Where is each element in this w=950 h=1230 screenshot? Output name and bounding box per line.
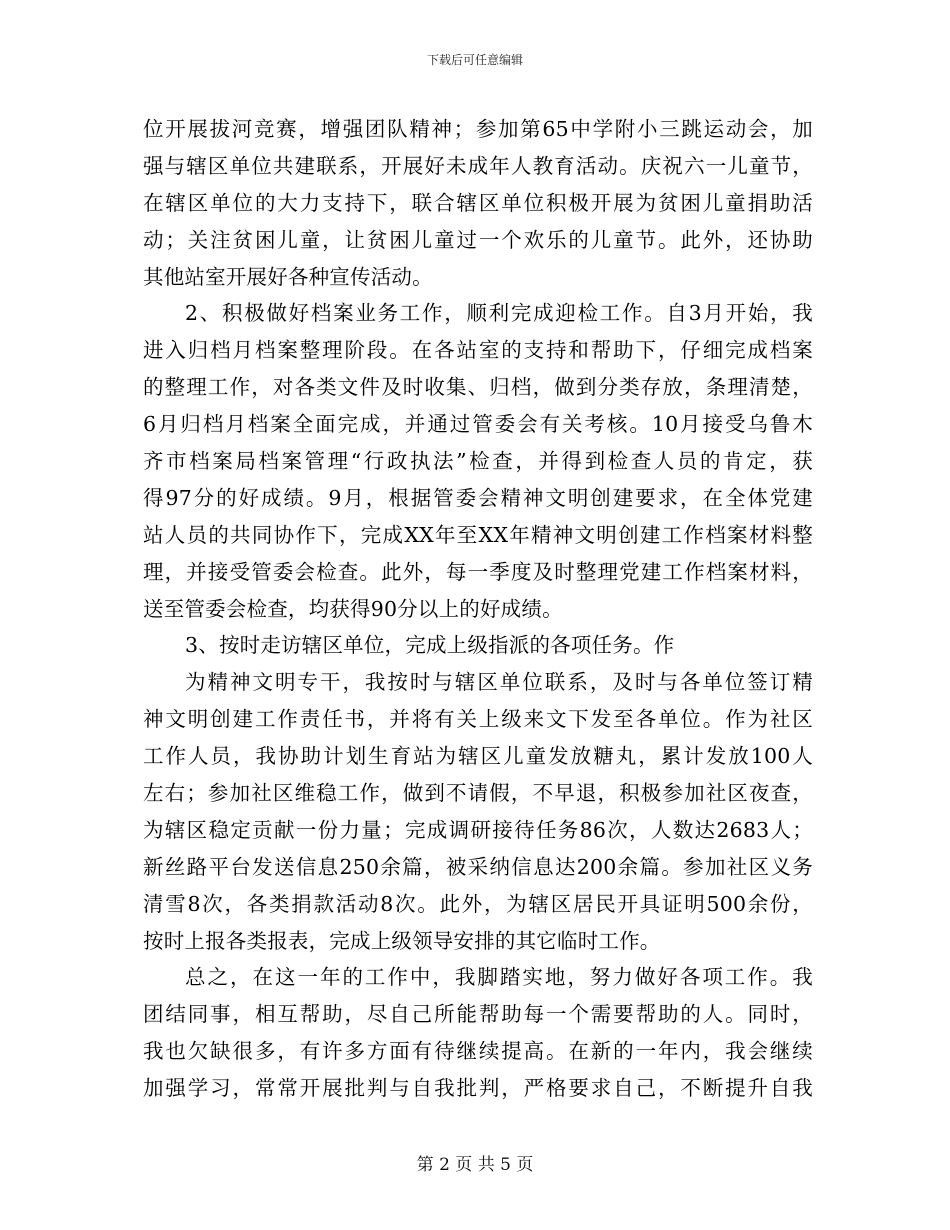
body-line: 为精神文明专干，我按时与辖区单位联系，及时与各单位签订精 [185, 670, 813, 695]
body-line: 按时上报各类报表，完成上级领导安排的其它临时工作。 [143, 928, 661, 953]
body-line: 齐市档案局档案管理“行政执法”检查，并得到检查人员的肯定，获 [143, 449, 813, 474]
body-line: 站人员的共同协作下，完成XX年至XX年精神文明创建工作档案材料整 [143, 522, 813, 547]
body-line: 其他站室开展好各种宣传活动。 [143, 264, 433, 289]
body-line: 3、按时走访辖区单位，完成上级指派的各项任务。作 [185, 633, 675, 658]
body-line: 工作人员，我协助计划生育站为辖区儿童发放糖丸，累计发放100人 [143, 744, 813, 769]
body-line: 6月归档月档案全面完成，并通过管委会有关考核。10月接受乌鲁木 [143, 412, 813, 437]
body-line: 在辖区单位的大力支持下，联合辖区单位积极开展为贫困儿童捐助活 [143, 190, 813, 215]
body-line: 位开展拔河竞赛，增强团队精神；参加第65中学附小三跳运动会，加 [143, 117, 813, 141]
body-line: 的整理工作，对各类文件及时收集、归档，做到分类存放，条理清楚， [143, 375, 813, 400]
page-header-note: 下载后可任意编辑 [426, 53, 523, 67]
body-line: 加强学习，常常开展批判与自我批判，严格要求自己，不断提升自我 [143, 1076, 813, 1101]
body-line: 新丝路平台发送信息250余篇，被采纳信息达200余篇。参加社区义务 [143, 854, 813, 879]
body-line: 理，并接受管委会检查。此外，每一季度及时整理党建工作档案材料， [143, 559, 813, 584]
body-line: 得97分的好成绩。9月，根据管委会精神文明创建要求，在全体党建 [143, 485, 813, 510]
page-number: 第 2 页 共 5 页 [416, 1155, 534, 1175]
body-line: 总之，在这一年的工作中，我脚踏实地，努力做好各项工作。我 [185, 965, 813, 990]
body-line: 2、积极做好档案业务工作，顺利完成迎检工作。自3月开始，我 [185, 301, 813, 326]
document-body [143, 111, 813, 1107]
body-line: 动；关注贫困儿童，让贫困儿童过一个欢乐的儿童节。此外，还协助 [143, 227, 813, 252]
body-line: 强与辖区单位共建联系，开展好未成年人教育活动。庆祝六一儿童节， [143, 153, 813, 178]
body-line: 送至管委会检查，均获得90分以上的好成绩。 [143, 596, 563, 621]
body-line: 神文明创建工作责任书，并将有关上级来文下发至各单位。作为社区 [143, 707, 813, 732]
body-line: 团结同事，相互帮助，尽自己所能帮助每一个需要帮助的人。同时， [143, 1002, 813, 1027]
body-line: 左右；参加社区维稳工作，做到不请假，不早退，积极参加社区夜查， [143, 781, 813, 806]
body-line: 进入归档月档案整理阶段。在各站室的支持和帮助下，仔细完成档案 [143, 338, 813, 363]
body-line: 清雪8次，各类捐款活动8次。此外，为辖区居民开具证明500余份， [143, 891, 813, 916]
body-line: 我也欠缺很多，有许多方面有待继续提高。在新的一年内，我会继续 [143, 1039, 813, 1064]
body-line: 为辖区稳定贡献一份力量；完成调研接待任务86次，人数达2683人； [143, 817, 813, 842]
